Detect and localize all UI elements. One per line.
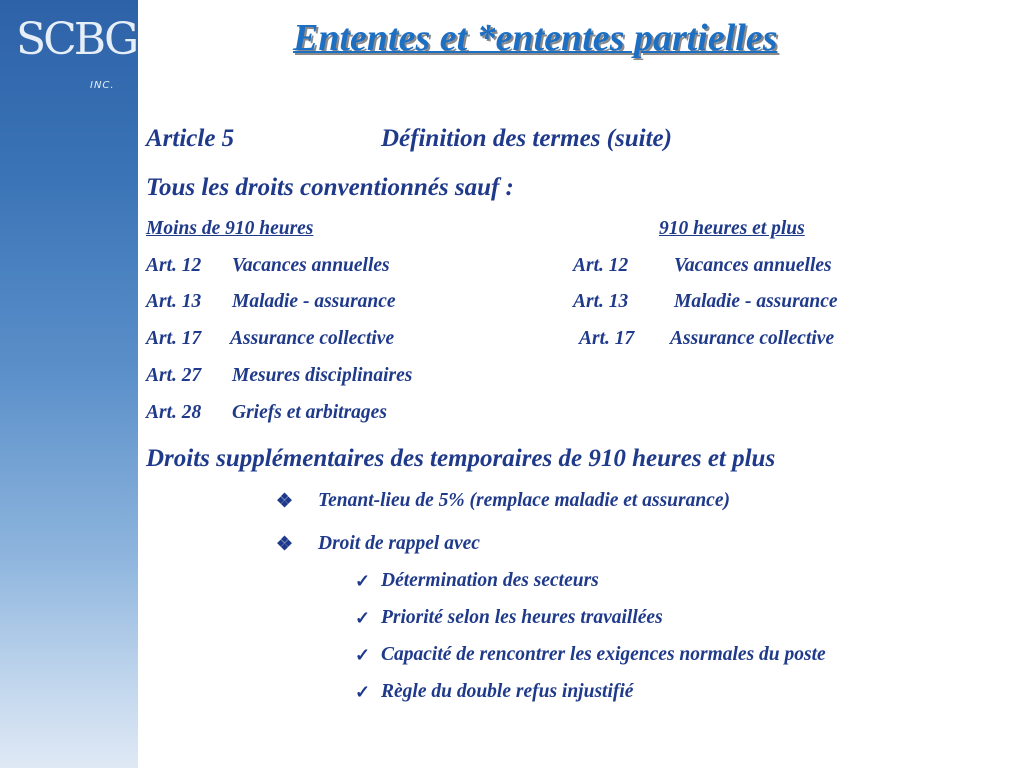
left-item-label: Mesures disciplinaires	[232, 365, 413, 386]
checkmark-icon: ✓	[355, 645, 371, 665]
left-item-art: Art. 17	[146, 328, 202, 349]
checkmark-icon: ✓	[355, 682, 371, 702]
right-item-art: Art. 12	[573, 255, 629, 276]
left-item-label: Assurance collective	[230, 328, 395, 349]
right-item-label: Maladie - assurance	[674, 291, 838, 312]
left-item-art: Art. 28	[146, 402, 202, 423]
right-column-header: 910 heures et plus	[659, 218, 805, 239]
bullet-item: Droit de rappel avec	[318, 533, 480, 554]
right-item-label: Assurance collective	[670, 328, 835, 349]
logo-subtext: INC.	[90, 80, 115, 91]
right-item-art: Art. 13	[573, 291, 629, 312]
diamond-bullet-icon: ❖	[276, 491, 294, 512]
diamond-bullet-icon: ❖	[276, 534, 294, 555]
article-heading: Définition des termes (suite)	[381, 125, 672, 152]
left-item-label: Griefs et arbitrages	[232, 402, 387, 423]
left-item-label: Maladie - assurance	[232, 291, 396, 312]
checkmark-icon: ✓	[355, 571, 371, 591]
check-item: Capacité de rencontrer les exigences normales du poste	[381, 644, 826, 665]
left-item-art: Art. 27	[146, 365, 202, 386]
checkmark-icon: ✓	[355, 608, 371, 628]
left-column-header: Moins de 910 heures	[146, 218, 314, 239]
left-item-label: Vacances annuelles	[232, 255, 390, 276]
right-item-label: Vacances annuelles	[674, 255, 832, 276]
article-number: Article 5	[146, 125, 235, 152]
check-item: Détermination des secteurs	[381, 570, 599, 591]
logo-text: SCBG	[16, 14, 137, 65]
company-logo	[16, 14, 137, 98]
bullet-item: Tenant-lieu de 5% (remplace maladie et assurance)	[318, 490, 730, 511]
intro-text: Tous les droits conventionnés sauf :	[146, 174, 514, 201]
check-item: Priorité selon les heures travaillées	[381, 607, 663, 628]
side-gradient-bar	[0, 0, 138, 768]
left-item-art: Art. 13	[146, 291, 202, 312]
supplementary-heading: Droits supplémentaires des temporaires de 910 heures et plus	[146, 445, 776, 472]
check-item: Règle du double refus injustifié	[381, 681, 634, 702]
right-item-art: Art. 17	[579, 328, 635, 349]
slide-title: Ententes et *ententes partielles	[293, 17, 778, 59]
left-item-art: Art. 12	[146, 255, 202, 276]
